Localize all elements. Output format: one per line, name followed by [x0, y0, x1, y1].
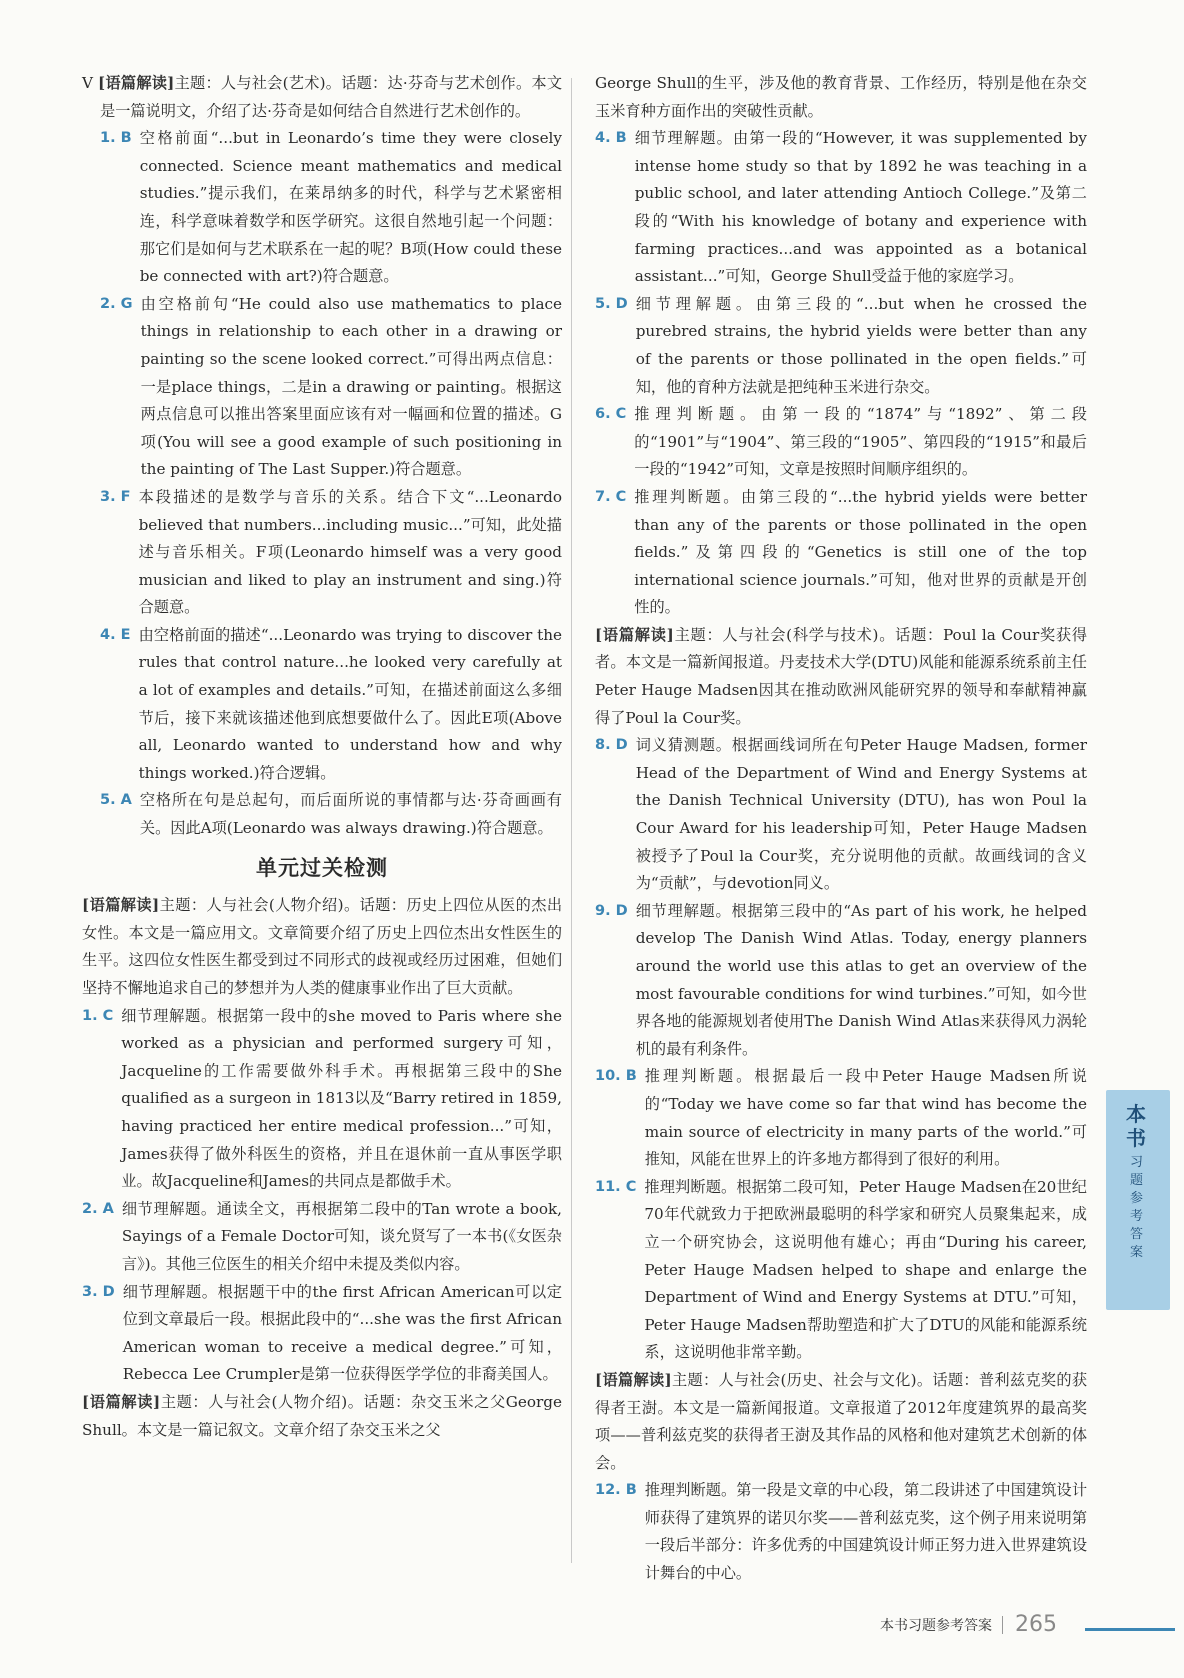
answer-explanation: 由空格前句“He could also use mathematics to place things in relationship to each other in a drawing or painting so the scene looked correct.”可得出两点信息：一是place things，二是in a drawing or painting。根据这两点信息可以推出答案里面应该有对一幅画和位置的描述。G项(You will see a good example of such positioning in the painting of The Last Supper.)符合题意。: [140, 294, 562, 479]
answer-item: [595, 898, 1087, 1064]
answer-item: [82, 1196, 562, 1279]
answer-number: 2. A: [82, 1200, 114, 1217]
answer-item: [82, 1279, 562, 1389]
answer-number: 11. C: [595, 1178, 637, 1195]
answer-number: 4. E: [100, 626, 131, 643]
answer-explanation: 细节理解题。通读全文，再根据第二段中的Tan wrote a book, Sayings of a Female Doctor可知，谈允贤写了一本书(《女医杂言》)。其他三位医生的相关介绍中未提及类似内容。: [121, 1199, 562, 1273]
answer-number: 3. D: [82, 1283, 115, 1300]
answer-explanation: 细节理解题。根据第三段中的“As part of his work, he helped develop The Danish Wind Atlas. Today, energy planners around the world use this atlas to get an overview of the most favourable conditions for wind turbines.”可知，如今世界各地的能源规划者使用The Danish Wind Atlas来获得风力涡轮机的最有利条件。: [635, 901, 1087, 1058]
answer-number: 1. C: [82, 1007, 114, 1024]
answer-item: [595, 484, 1087, 622]
answer-explanation: 细节理解题。由第一段的“However, it was supplemented by intense home study so that by 1892 he was teaching in a public school, and later attending Antioch College.”及第二段的“With his knowledge of botany and experience with farming practices...and was appointed as a botanical assistant...”可知，George Shull受益于他的家庭学习。: [634, 129, 1087, 286]
answer-explanation: 推理判断题。由第一段的“1874”与“1892”、第二段的“1901”与“1904”、第三段的“1905”、第四段的“1915”和最后一段的“1942”可知，文章是按照时间顺序组织的。: [634, 405, 1087, 479]
answer-explanation: 推理判断题。由第三段的“...the hybrid yields were better than any of the parents or those pollinated in the open fields.”及第四段的“Genetics is still one of the top international science journals.”可知，他对世界的贡献是开创性的。: [634, 487, 1087, 617]
answer-item: [595, 291, 1087, 401]
answer-explanation: 细节理解题。根据题干中的the first African American可以定位到文章最后一段。根据此段中的“...she was the first African American woman to receive a medical degree.”可知，Rebecca Lee Crumpler是第一位获得医学学位的非裔美国人。: [122, 1282, 562, 1384]
answer-item: [100, 622, 562, 788]
wind-passage-header: [595, 622, 1087, 732]
answer-number: 8. D: [595, 737, 628, 754]
footer-label: 本书习题参考答案: [880, 1617, 992, 1634]
passage-summary: 主题：人与社会(人物介绍)。话题：历史上四位从医的杰出女性。本文是一篇应用文。文章简要介绍了历史上四位杰出女性医生的生平。这四位女性医生都受到过不同形式的歧视或经历过困难，但她们坚持不懈地追求自己的梦想并为人类的健康事业作出了巨大贡献。: [82, 896, 563, 997]
answer-explanation: 推理判断题。根据最后一段中Peter Hauge Madsen所说的“Today we have come so far that wind has become the main source of electricity in many parts of the world.”可推知，风能在世界上的许多地方都得到了很好的利用。: [644, 1067, 1087, 1169]
side-tab: [1106, 1090, 1170, 1310]
answer-item: [595, 125, 1087, 291]
answer-number: 4. B: [595, 130, 627, 147]
passage-tag: [语篇解读]: [98, 74, 175, 92]
unit-answer-list: [82, 1003, 562, 1389]
answer-number: 3. F: [100, 488, 131, 505]
answer-item: [595, 1174, 1087, 1367]
architecture-answer-list: [595, 1477, 1087, 1587]
answer-item: [595, 732, 1087, 898]
passage-tag: [语篇解读]: [82, 1392, 161, 1411]
passage-summary: 主题：人与社会(人物介绍)。话题：杂交玉米之父George Shull。本文是一篇记叙文。文章介绍了杂交玉米之父: [82, 1392, 562, 1439]
footer-accent-line: [1085, 1628, 1175, 1631]
answer-explanation: 细节理解题。由第三段的“...but when he crossed the purebred strains, the hybrid yields were better than any of the parents or those pollinated in the open fields.”可知，他的育种方法就是把纯种玉米进行杂交。: [635, 294, 1087, 396]
wind-answer-list: [595, 732, 1087, 1367]
page-number: 265: [1015, 1612, 1057, 1637]
passage-summary: 主题：人与社会(科学与技术)。话题：Poul la Cour奖获得者。本文是一篇新闻报道。丹麦技术大学(DTU)风能和能源系统系前主任Peter Hauge Madsen因其在推动欧洲风能研究界的领导和奉献精神赢得了Poul la Cour奖。: [595, 625, 1088, 727]
passage-summary: 主题：人与社会(艺术)。话题：达·芬奇与艺术创作。本文是一篇说明文，介绍了达·芬奇是如何结合自然进行艺术创作的。: [100, 74, 563, 120]
answer-explanation: 词义猜测题。根据画线词所在句Peter Hauge Madsen, former Head of the Department of Wind and Energy Systems at the Danish Technical University (DTU), has won Poul la Cour Award for his leadership可知，Peter Hauge Madsen被授予了Poul la Cour奖，充分说明他的贡献。故画线词的含义为“贡献”，与devotion同义。: [635, 736, 1087, 893]
v-answer-list: [82, 125, 562, 842]
passage-tag: [语篇解读]: [595, 625, 674, 644]
passage-tag: [语篇解读]: [595, 1370, 672, 1389]
side-tab-subtitle: 习题参考答案: [1130, 1155, 1144, 1260]
answer-item: [100, 125, 562, 291]
v-section-header: [82, 70, 562, 125]
answer-item: [595, 401, 1087, 484]
right-column: [595, 70, 1087, 1588]
answer-explanation: 由空格前面的描述“...Leonardo was trying to discover the rules that control nature...he looked very carefully at a lot of examples and details.”可知，在描述前面这么多细节后，接下来就该描述他到底想要做什么了。因此E项(Above all, Leonardo wanted to understand how and why things worked.)符合逻辑。: [138, 625, 562, 782]
answer-item: [100, 787, 562, 842]
answer-number: 5. D: [595, 295, 628, 312]
answer-number: 1. B: [100, 130, 132, 147]
shull-answer-list: [595, 125, 1087, 622]
architecture-passage-header: [595, 1367, 1087, 1477]
answer-item: [100, 484, 562, 622]
answer-explanation: 推理判断题。第一段是文章的中心段，第二段讲述了中国建筑设计师获得了建筑界的诺贝尔奖——普利兹克奖，这个例子用来说明第一段后半部分：许多优秀的中国建筑设计师正努力进入世界建筑设计舞台的中心。: [644, 1481, 1087, 1583]
shull-passage-header: [82, 1389, 562, 1444]
answer-number: 12. B: [595, 1482, 637, 1499]
answer-number: 7. C: [595, 488, 627, 505]
side-tab-title: 本书: [1126, 1102, 1146, 1150]
answer-explanation: 细节理解题。根据第一段中的she moved to Paris where she worked as a physician and performed surgery可知，Jacqueline的工作需要做外科手术。再根据第三段中的She qualified as a surgeon in 1813以及“Barry retired in 1859, having practiced her entire medical profession...”可知，James获得了做外科医生的资格，并且在退休前一直从事医学职业。故Jacqueline和James的共同点是都做手术。: [121, 1006, 562, 1191]
passage-summary: 主题：人与社会(历史、社会与文化)。话题：普利兹克奖的获得者王澍。本文是一篇新闻报道。文章报道了2012年度建筑界的最高奖项——普利兹克奖的获得者王澍及其作品的风格和他对建筑艺术创新的体会。: [595, 1370, 1088, 1472]
answer-item: [595, 1063, 1087, 1173]
answer-number: 10. B: [595, 1068, 637, 1085]
section-title: 单元过关检测: [256, 855, 388, 880]
column-divider: [571, 78, 572, 1563]
answer-item: [82, 1003, 562, 1196]
answer-number: 5. A: [100, 792, 132, 809]
answer-explanation: 空格前面“...but in Leonardo’s time they were closely connected. Science meant mathematics and medical studies.”提示我们，在莱昂纳多的时代，科学与艺术紧密相连，科学意味着数学和医学研究。这很自然地引起一个问题：那它们是如何与艺术联系在一起的呢？B项(How could these be connected with art?)符合题意。: [139, 129, 562, 286]
passage-tag: [语篇解读]: [82, 896, 160, 915]
answer-explanation: 空格所在句是总起句，而后面所说的事情都与达·芬奇画画有关。因此A项(Leonardo was always drawing.)符合题意。: [139, 791, 562, 838]
left-column: [82, 70, 562, 1444]
answer-item: [595, 1477, 1087, 1587]
answer-explanation: 本段描述的是数学与音乐的关系。结合下文“...Leonardo believed that numbers...including music...”可知，此处描述与音乐相关。F项(Leonardo himself was a very good musician and liked to play an instrument and sing.)符合题意。: [138, 487, 562, 617]
roman-numeral: V: [82, 74, 93, 92]
answer-explanation: 推理判断题。根据第二段可知，Peter Hauge Madsen在20世纪70年代就致力于把欧洲最聪明的科学家和研究人员聚集起来，成立一个研究协会，这说明他有雄心；再由“During his career, Peter Hauge Madsen helped to shape and enlarge the Department of Wind and Energy Systems at DTU.”可知，Peter Hauge Madsen帮助塑造和扩大了DTU的风能和能源系统系，这说明他非常辛勤。: [644, 1177, 1087, 1362]
answer-number: 2. G: [100, 295, 133, 312]
unit-passage-header: [82, 892, 562, 1002]
answer-number: 9. D: [595, 902, 628, 919]
answer-item: [100, 291, 562, 484]
continued-summary: George Shull的生平，涉及他的教育背景、工作经历，特别是他在杂交玉米育种方面作出的突破性贡献。: [595, 74, 1087, 120]
answer-number: 6. C: [595, 406, 627, 423]
page-footer: [880, 1612, 1057, 1637]
footer-separator: [1002, 1616, 1003, 1634]
